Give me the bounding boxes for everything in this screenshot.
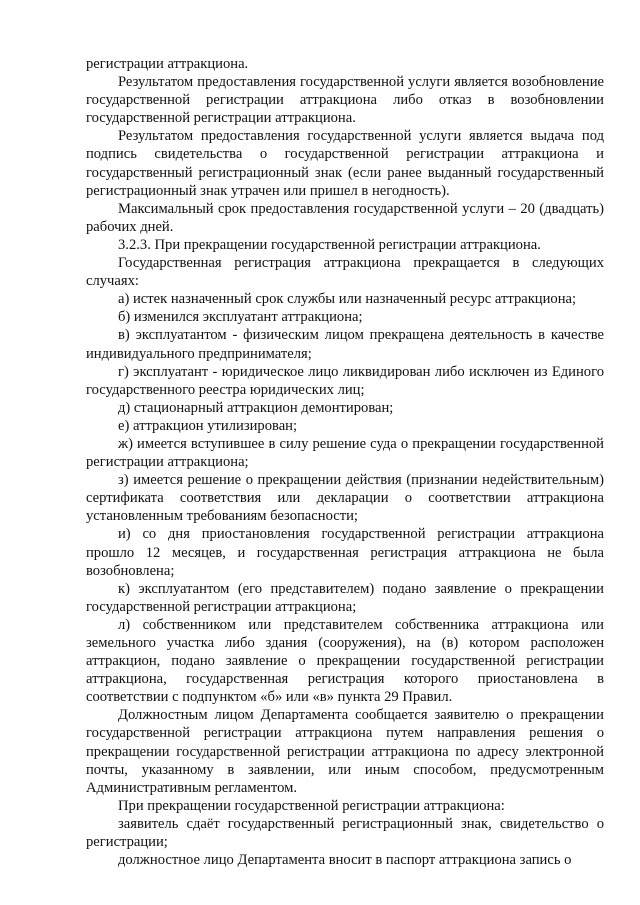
list-item-zh: ж) имеется вступившее в силу решение суда о прекращении государственной регистрации аттракциона; xyxy=(86,435,604,471)
paragraph-official-records: должностное лицо Департамента вносит в паспорт аттракциона запись о xyxy=(118,852,572,869)
paragraph-notification: Должностным лицом Департамента сообщается заявителю о прекращении государственной регистрации аттракциона путем направления решения о прекращении государственной регистрации аттракциона по адресу электронной почты, указанному в заявлении, или иным способом, предусмотренным Административным регламентом. xyxy=(86,707,604,796)
list-item-g: г) эксплуатант - юридическое лицо ликвидирован либо исключен из Единого государственного реестра юридических лиц; xyxy=(86,363,604,398)
paragraph-result-resume: Результатом предоставления государственной услуги является возобновление государственной регистрации аттракциона либо отказ в возобновлении государственной регистрации аттракциона. xyxy=(86,74,604,127)
paragraph-cases-intro: Государственная регистрация аттракциона прекращается в следующих случаях: xyxy=(86,255,604,290)
paragraph-upon-termination: При прекращении государственной регистрации аттракциона: xyxy=(118,797,505,814)
paragraph-max-term: Максимальный срок предоставления государственной услуги – 20 (двадцать) рабочих дней. xyxy=(86,200,604,235)
list-item-z: з) имеется решение о прекращении действия (признании недействительным) сертификата соответствия или декларации о соответствии аттракциона установленным требованиям безопасности; xyxy=(86,472,604,525)
paragraph-applicant-returns: заявитель сдаёт государственный регистрационный знак, свидетельство о регистрации; xyxy=(86,815,604,851)
list-item-d: д) стационарный аттракцион демонтирован; xyxy=(118,399,394,416)
list-item-b: б) изменился эксплуатант аттракциона; xyxy=(118,309,363,326)
list-item-l: л) собственником или представителем собственника аттракциона или земельного участка либо здания (сооружения), на (в) котором расположен аттракцион, подано заявление о прекращении государственной регистрации аттракциона, государственная регистрация которого приостановлена в соответствии с подпунктом «б» или «в» пункта 29 Правил. xyxy=(86,616,604,706)
list-item-e: е) аттракцион утилизирован; xyxy=(118,417,298,434)
list-item-i: и) со дня приостановления государственной регистрации аттракциона прошло 12 месяцев, и государственная регистрация аттракциона не была возобновлена; xyxy=(86,526,604,579)
list-item-a: а) истек назначенный срок службы или назначенный ресурс аттракциона; xyxy=(118,291,577,308)
paragraph-continuation: регистрации аттракциона. xyxy=(86,56,249,72)
list-item-k: к) эксплуатантом (его представителем) подано заявление о прекращении государственной регистрации аттракциона; xyxy=(86,580,604,615)
list-item-v: в) эксплуатантом - физическим лицом прекращена деятельность в качестве индивидуального предпринимателя; xyxy=(86,327,604,362)
paragraph-result-certificate: Результатом предоставления государственной услуги является выдача под подпись свидетельства о государственной регистрации аттракциона и государственный регистрационный знак (если ранее выданный государственный регистрационный знак утрачен или пришел в негодность). xyxy=(86,128,604,199)
section-heading-3-2-3: 3.2.3. При прекращении государственной регистрации аттракциона. xyxy=(118,236,541,253)
